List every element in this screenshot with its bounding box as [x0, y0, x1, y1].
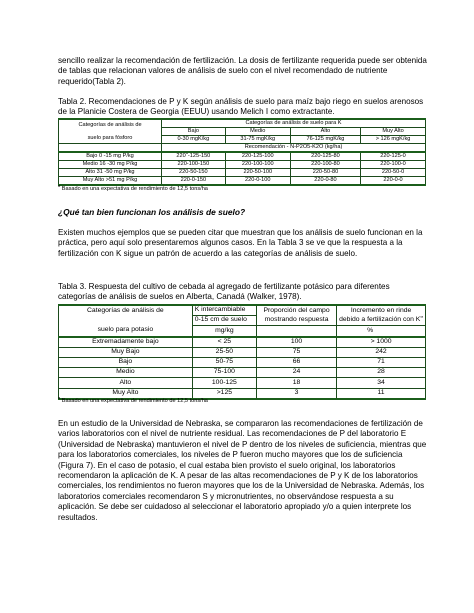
table3-header-k-line1: K intercambiable — [192, 305, 256, 316]
table2-k-range: 0-30 mgK/kg — [162, 136, 226, 144]
table2-cell: 220-0-100 — [225, 177, 290, 186]
table2-p-category: Alto 31 -50 mg P/kg — [59, 169, 162, 177]
table2-cell: 220-100-0 — [361, 161, 426, 169]
table2-footnote: $^a$ Basado en una expectativa de rendimiento de 12,5 tons/ha — [58, 183, 208, 192]
body-paragraph: Existen muchos ejemplos que se pueden citar que muestran que los análisis de suelo funcionan en la práctica, pero aquí solo presentaremos algunos casos. En la Tabla 3 se ve que la respuesta a la fertilización con K sigue un patrón de acuerdo a las categorías de análisis de suelo. — [58, 228, 423, 258]
table-row — [59, 152, 426, 161]
table3-header-proportion-line2: mostrando respuesta — [257, 316, 337, 326]
table2-cell: 220-0-80 — [290, 177, 360, 186]
table2-cell: 220-100-100 — [225, 161, 290, 169]
table2-cell: 220-50-0 — [361, 169, 426, 177]
table3-header-increment-unit: % — [337, 326, 426, 337]
table2-cell: 220-125-100 — [225, 152, 290, 161]
table2-col-header: Categorías de análisis de suelo para K — [162, 119, 426, 128]
table2-cell: 220-50-80 — [290, 169, 360, 177]
table3-header-increment-line1: Incremento en rinde — [337, 305, 426, 316]
table2-k-range: 31-75 mgK/kg — [225, 136, 290, 144]
table3-footnote: $^a$ Basado en una expectativa de rendimiento de 12,5 tons/ha — [58, 395, 208, 404]
table2-p-category: Muy Alto >51 mg P/kg — [59, 177, 162, 186]
table2-cell: 220-0-0 — [361, 177, 426, 186]
table3-header-k-line2: 0-15 cm de suelo — [192, 316, 256, 326]
table2-cell: 220$^a$-125-150 — [162, 152, 226, 161]
intro-paragraph: sencillo realizar la recomendación de fertilización. La dosis de fertilizante requerida puede ser obtenida de tablas que relacionan valores de análisis de suelo con el nivel recomendado de nutriente requerido(Tabla 2). — [58, 56, 427, 86]
table2-k-cat: Medio — [225, 128, 290, 136]
table2-k-range: > 126 mgK/kg — [361, 136, 426, 144]
table-row: Extremadamente bajo < 25 100 > 1000 — [59, 337, 426, 348]
body-paragraph-nebraska: En un estudio de la Universidad de Nebraska, se compararon las recomendaciones de fertilización de varios laboratorios con el nivel de nutriente residual. Las recomendaciones de P del laboratorio E (Universidad de Nebraska) mantuvieron el nivel de P dentro de los niveles de suficiencia, mientras que para los laboratorios comerciales, los niveles de P fueron mucho mayores que los de suficiencia (Figura 7). En el caso de potasio, el cual estaba bien provisto el suelo original, los laboratorios recomendaron la aplicación de K. A pesar de las altas recomendaciones de P y K de los laboratorios comerciales, los rendimientos no fueron mayores que los de la Universidad de Nebraska. Además, los laboratorios comerciales recomendaron S y micronutrientes, no observándose respuesta a su aplicación. Se debe ser cuidadoso al seleccionar el laboratorio apropiado y/o a quien interprete los resultados. — [58, 419, 427, 522]
table3-header-category: Categorías de análisis de — [59, 305, 193, 316]
table2-p-category: Bajo 0 -15 mg P/kg — [59, 152, 162, 161]
table-row: Muy Bajo 25-50 75 242 — [59, 347, 426, 357]
table2-k-range: 76-125 mgK/kg — [290, 136, 360, 144]
table-row — [59, 177, 426, 186]
table3 — [58, 304, 426, 400]
table2-caption: Tabla 2. Recomendaciones de P y K según análisis de suelo para maíz bajo riego en suelos arenosos de la Planicie Costera de Georgia (EEUU) usando Melich I como extractante. — [58, 97, 424, 117]
table2-cell: 220-100-80 — [290, 161, 360, 169]
table2-cell: 220-100-150 — [162, 161, 226, 169]
table2-cell: 220-0-150 — [162, 177, 226, 186]
table-row: Medio 75-100 24 28 — [59, 368, 426, 378]
table-row — [59, 169, 426, 177]
table3-header-proportion-line1: Proporción del campo — [257, 305, 337, 316]
table2-k-cat: Alto — [290, 128, 360, 136]
table3-caption: Tabla 3. Respuesta del cultivo de cebada al agregado de fertilizante potásico para diferentes categorías de análisis de suelos en Alberta, Canadá (Walker, 1978). — [58, 282, 390, 302]
table-row: Muy Alto >125 3 11 — [59, 388, 426, 399]
table-row — [59, 161, 426, 169]
table2-row-header-line2: suelo para fósforo — [87, 134, 133, 141]
table2-cell: 220-50-150 — [162, 169, 226, 177]
table2-k-cat: Bajo — [162, 128, 226, 136]
table2-row-header — [59, 119, 162, 144]
table-row: Alto 100-125 18 34 — [59, 378, 426, 388]
table3-header-increment-line2: debido a fertilización con $K^a$ — [337, 316, 426, 326]
table2-cell: 220-125-80 — [290, 152, 360, 161]
table2-cell: 220-125-0 — [361, 152, 426, 161]
table2-p-category: Medio 16 -30 mg P/kg — [59, 161, 162, 169]
table2-row-header-line1: Categorías de análisis de — [78, 121, 142, 128]
table3-header-category-line2: suelo para potasio — [59, 326, 193, 337]
table3-header-k-unit: mg/kg — [192, 326, 256, 337]
table2-cell: 220-50-100 — [225, 169, 290, 177]
table2-recommendation-label: Recomendación - N-P2O5-K2O (kg/ha) — [162, 144, 426, 153]
table2-k-cat: Muy Alto — [361, 128, 426, 136]
section-heading: ¿Qué tan bien funcionan los análisis de suelo? — [58, 207, 246, 217]
table-row: Bajo 50-75 66 71 — [59, 357, 426, 367]
table2 — [58, 118, 426, 186]
